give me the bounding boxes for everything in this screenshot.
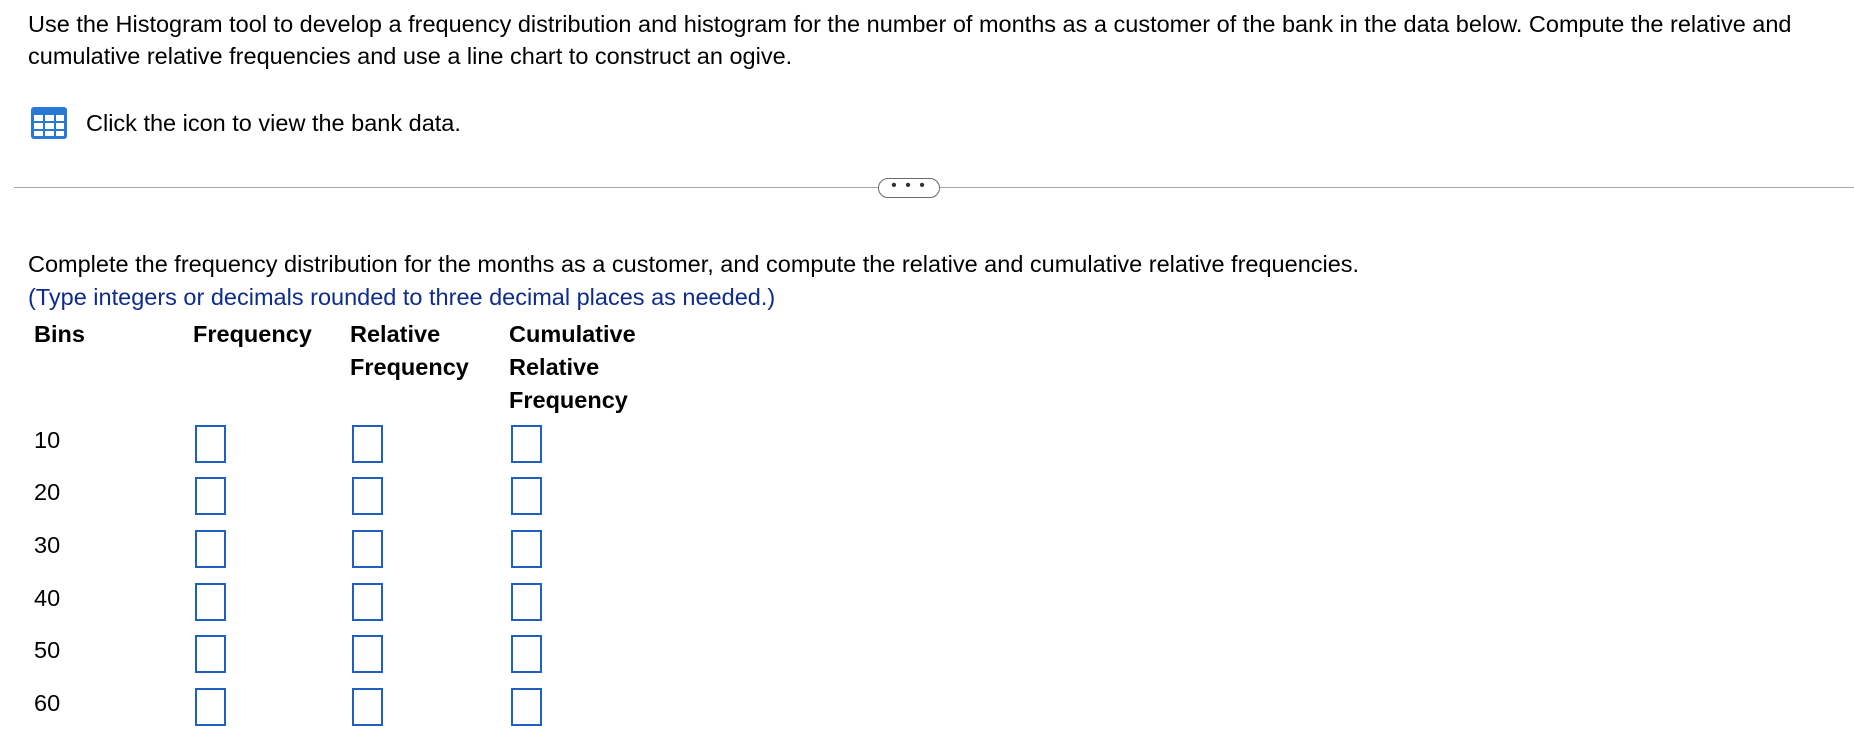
frequency-input[interactable] <box>195 477 226 515</box>
header-bins: Bins <box>34 321 85 347</box>
frequency-input[interactable] <box>195 635 226 673</box>
relative-frequency-input[interactable] <box>352 688 383 726</box>
bin-label: 20 <box>34 479 61 505</box>
relative-frequency-input[interactable] <box>352 583 383 621</box>
question-prompt: Complete the frequency distribution for the months as a customer, and compute the relative and cumulative relative frequencies. <box>28 251 1360 277</box>
relative-frequency-input[interactable] <box>352 425 383 463</box>
bin-label: 10 <box>34 427 61 453</box>
bin-label: 30 <box>34 532 61 558</box>
cumulative-relative-frequency-input[interactable] <box>511 688 542 726</box>
header-cumulative-relative-frequency: Cumulative Relative Frequency <box>509 321 636 413</box>
answer-instruction: (Type integers or decimals rounded to three decimal places as needed.) <box>28 284 776 310</box>
cumulative-relative-frequency-input[interactable] <box>511 425 542 463</box>
cumulative-relative-frequency-input[interactable] <box>511 530 542 568</box>
relative-frequency-input[interactable] <box>352 635 383 673</box>
cumulative-relative-frequency-input[interactable] <box>511 635 542 673</box>
cumulative-relative-frequency-input[interactable] <box>511 477 542 515</box>
view-bank-data-label[interactable]: Click the icon to view the bank data. <box>86 110 461 136</box>
frequency-input[interactable] <box>195 530 226 568</box>
ellipsis-icon: • • • <box>891 177 927 194</box>
frequency-input[interactable] <box>195 688 226 726</box>
cumulative-relative-frequency-input[interactable] <box>511 583 542 621</box>
frequency-input[interactable] <box>195 583 226 621</box>
bin-label: 50 <box>34 637 61 663</box>
frequency-input[interactable] <box>195 425 226 463</box>
bin-label: 60 <box>34 690 61 716</box>
view-bank-data-link[interactable] <box>30 106 461 140</box>
bin-label: 40 <box>34 585 61 611</box>
table-grid-icon[interactable] <box>30 106 68 140</box>
header-relative-frequency: Relative Frequency <box>350 321 469 380</box>
expand-more-button[interactable] <box>878 178 940 198</box>
relative-frequency-input[interactable] <box>352 530 383 568</box>
relative-frequency-input[interactable] <box>352 477 383 515</box>
question-intro: Use the Histogram tool to develop a frequency distribution and histogram for the number of months as a customer of the bank in the data below. Compute the relative and cumulative relative frequencies and use a line chart to construct an ogive. <box>28 11 1792 69</box>
header-frequency: Frequency <box>193 321 312 347</box>
